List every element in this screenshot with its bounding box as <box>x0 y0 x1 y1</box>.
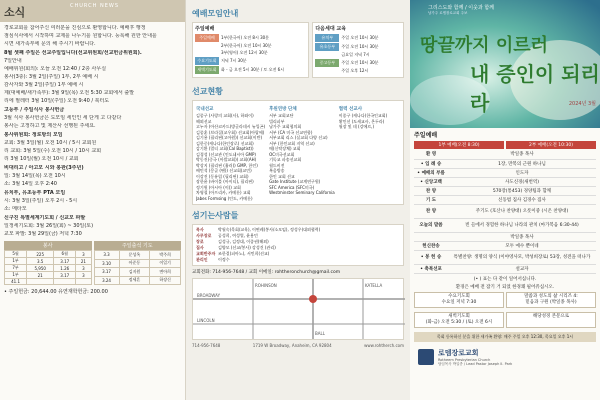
church-logo <box>410 344 600 371</box>
table-title: 주일출석 기도 <box>94 241 182 250</box>
news-item: 7일안내 <box>4 58 22 64</box>
news-item: 봉사(3층): 3월 2일(주일) 1부, 2부 예배 시 <box>4 74 99 80</box>
order-row <box>414 241 596 250</box>
education-schedule-box <box>312 22 404 78</box>
table-row <box>5 258 92 265</box>
worship-info-panel <box>186 0 410 400</box>
servant-names: 이정수 <box>218 257 230 262</box>
mission-line: Westminster Seminary California <box>269 190 335 195</box>
news-header <box>0 0 185 22</box>
footer <box>192 343 404 348</box>
order-value: 인도자 <box>448 168 596 177</box>
contact-line: 교회전화: 714-956-7648 / 교회 이메일: rohtheronchurch@gmail.com <box>192 270 341 275</box>
mission-line: 복음방송 <box>269 168 285 173</box>
cover-slogan-2: 내 증인이 되리라 <box>470 62 600 115</box>
mission-line: 빌리피부 <box>269 118 285 124</box>
servant-role: 교회반주자 <box>196 251 216 256</box>
schedule-time: 저녁 7시 30분 <box>221 58 247 63</box>
schedule-row <box>195 34 306 42</box>
mission-line: 감기환 (멀티 교회(Cal Baptist)) <box>196 146 254 151</box>
news-title-en: CHURCH NEWS <box>70 3 119 9</box>
schedule-row <box>195 43 306 49</box>
news-item: 소: 메타모 <box>4 206 27 212</box>
dawn-prayer-box: 새벽기도회 (화-금) 오전 5:30 / (토) 오전 6시 <box>414 312 504 328</box>
news-title: 소식 <box>4 6 26 19</box>
table-cell: 3.17 <box>94 268 119 277</box>
order-row <box>414 264 596 273</box>
footer-address: 1719 W Broadway, Anaheim, CA 92804 <box>252 343 332 348</box>
servants-box <box>192 224 404 266</box>
order-value: 사도신경(새번역) <box>448 177 596 186</box>
news-item: 신구진 특별세계기도회 / 신교모 파발 <box>4 215 86 221</box>
news-item: 봉사위원회: 정로방의 모임 <box>4 132 63 138</box>
servant-row <box>196 257 400 263</box>
mission-column-head: 협력 선교사 <box>338 107 363 112</box>
news-item: 유치부, 유초등부 PTA 모임 <box>4 190 66 196</box>
schedule-time: 2부(한국어) 오전 10시 30분 <box>221 43 272 48</box>
table-row <box>94 268 181 277</box>
table-cell: 3.17 <box>54 258 76 265</box>
news-item: 리 3월 10일(월) 오전 10시 / 교회 <box>4 156 79 162</box>
education-schedule-head: 다음세대 교육 <box>315 26 347 32</box>
mission-line: 해외선교 <box>196 118 212 124</box>
table-cell: 225 <box>27 251 54 258</box>
order-note-2: 환경은 예배 전 잠기 거 되었 한경쾌 필어쥬십시오. <box>455 284 555 290</box>
order-row <box>414 195 596 204</box>
schedule-row <box>315 68 401 74</box>
mission-line: Jabes Formsing (인도, 카메룬) <box>196 195 253 201</box>
order-item: 찬 양 <box>414 186 448 195</box>
table-cell: 21 <box>76 258 91 265</box>
church-location-pin <box>309 295 317 303</box>
schedule-label: 유치부 <box>315 34 339 42</box>
table-row <box>5 251 92 258</box>
schedule-time: 주일 오후 12시 <box>341 68 369 73</box>
order-value: 모두 예수 뿐이네 <box>448 241 596 250</box>
table-row <box>94 259 181 268</box>
map-label-2: ROHINSON <box>255 283 277 288</box>
newcomer-banner: 목회 등록하신 분을 위한 새가족 환영: 매주 주일 오후 12:30, 목요일 오후 1시 <box>414 332 596 342</box>
mission-column-head: 후원연방 단체 <box>269 107 297 112</box>
map-label-3: BALL <box>315 331 325 336</box>
news-item: 경로교회를 참어주신 여러분을 진심으로 환영합니다. 예배후 행정 <box>4 25 146 31</box>
news-item: 시면 새가족부에 문의 해 주시기 바랍니다. <box>4 41 96 47</box>
servant-role: 사무장로 <box>196 233 212 238</box>
order-row <box>414 150 596 159</box>
table-cell: 3 <box>76 251 91 258</box>
table-cell: 3 <box>76 272 91 279</box>
order-value: 박일종 목사 <box>448 232 596 241</box>
mission-line: 황인선 (도새교사, 온두라) <box>338 118 385 124</box>
mission-title: 선교현황 <box>192 87 223 96</box>
news-item: 시: 3월 3일(주일) 오후 2시 - 5시 <box>4 198 78 204</box>
table-cell: 21 <box>27 272 54 279</box>
servant-names: 공성희, 여성열, 윤용민 <box>218 233 258 238</box>
schedule-label: 중고등부 <box>315 59 339 67</box>
mission-line: 이종구 (캐나다(한국인교회) <box>338 113 388 118</box>
table-cell: 이일기 <box>150 259 181 268</box>
table-cell: 3.5 <box>27 258 54 265</box>
order-value: 신동범 집사 김경수 집사 <box>448 195 596 204</box>
order-row <box>414 232 596 241</box>
news-item: 감사자와 3월 2일(주일) 1부 예배 시 <box>4 82 84 88</box>
schedule-row <box>195 57 306 65</box>
table-cell: 7부 <box>5 265 27 272</box>
schedule-time: 주일 오전 10시 30분 <box>341 35 379 40</box>
mission-line: 배민석 (몽골 (팬)) 선교회(교민) <box>196 168 252 173</box>
order-value: 박일종 목사 <box>448 150 596 159</box>
mission-column <box>196 104 265 201</box>
mission-line: 박동진(중국 (아발교회)) 교회(AH) <box>196 157 257 162</box>
mission-line: 고누자 (아산코카드(방글라데시 뉴잉곤) <box>196 124 266 129</box>
news-item: 봉사는 고정하고 및 제산사 선행된 주세요. <box>4 123 96 129</box>
news-item: 3월 식사 봉사헌금은 도모임 세인인 세 단게 고 다같다 <box>4 115 122 121</box>
service-head-2: 2부 예배(오전 10:30) <box>506 141 596 149</box>
prayer-table <box>94 250 182 285</box>
table-cell: 1.26 <box>54 265 76 272</box>
footer-website[interactable]: www.rohtherch.com <box>364 343 404 348</box>
worship-order-table <box>414 150 596 274</box>
mission-box <box>192 100 404 205</box>
table-row <box>5 272 92 279</box>
mission-line: 서부 교회교단 <box>269 113 294 118</box>
order-item: • 입 례 송 <box>414 159 448 168</box>
worship-schedule-box <box>192 22 309 78</box>
news-body <box>0 22 185 298</box>
mission-line: 차영철 (아프리카, 카메룬) 교회 <box>196 190 251 195</box>
table-cell: 아준동 <box>119 259 150 268</box>
church-pastor: 담임목사 박일종 / Lead Pastor Joseph Il. Park <box>438 361 513 366</box>
mission-line: OC미국선교회 <box>269 151 295 157</box>
location-map <box>192 278 404 340</box>
mission-column-head: 국내선교 <box>196 107 214 112</box>
news-item: 교회: 3월 3일(월) 오전 10시 / 5시 교회원 <box>4 140 97 146</box>
mission-line: 정기원 (아시아 (이)) 교회 <box>196 184 241 190</box>
mission-line: Gate Institute (교계연구원) <box>269 179 321 184</box>
order-value: 설교자 <box>448 264 596 273</box>
order-value: 주기도 (호산나 찬양대) 오롯이중 (시온 찬양대) <box>448 204 596 218</box>
servant-role: 목사 <box>196 227 204 232</box>
table-row <box>94 276 181 285</box>
table-cell: 변아희 <box>150 268 181 277</box>
schedule-label: 수요기도회 <box>195 57 219 65</box>
news-item: 교모 파발: 3월 29일(금) 저녁 7:30 <box>4 231 82 237</box>
service-head-1: 1부 예배(오전 8:30) <box>414 141 504 149</box>
footer-phone: 714-956-7648 <box>192 343 221 348</box>
mission-line: 서부 (한인교회 지역 선교) <box>269 140 315 146</box>
news-item: 제(대예배/새가족부): 3월 9일(목) 오전 5:30 교회에서 출발 <box>4 90 135 96</box>
table-row <box>5 265 92 272</box>
schedule-row <box>315 59 401 67</box>
mission-line: 메(신탁장체) 교회 <box>269 146 301 151</box>
mission-line: SFC America (SFC미국) <box>269 184 315 190</box>
cover-art <box>410 0 600 128</box>
mission-line: 이강진 (동유럽 (필리핀) 교회) <box>196 173 249 179</box>
table-title: 봉사 <box>4 241 92 250</box>
schedule-time: 주일 오전 10시 30분 <box>341 60 379 65</box>
tables-header <box>4 241 181 250</box>
schedule-row <box>315 43 401 51</box>
map-label-1: LINCOLN <box>197 318 215 323</box>
news-item: 일: 3월 14일(목) 오전 10시 <box>4 173 66 179</box>
news-item: 리 교회: 3월 5일(수) 오전 10시 / 10시 교회 <box>4 148 102 154</box>
mission-line: 서부 (CA 미국 선교연합) <box>269 129 313 135</box>
mission-line: 한인 교회 선교 <box>269 173 295 179</box>
table-cell: 3.17 <box>54 272 76 279</box>
table-cell <box>76 279 91 285</box>
scripture-box: 해당성경 본문으로 <box>506 312 596 328</box>
news-item: 비대리고 / 아고모 시와 봉판(3주년) <box>4 165 84 171</box>
service-headers <box>410 141 600 149</box>
schedule-time: 금요일 저녁 7시 <box>341 52 370 57</box>
servant-names: 조한결(피아노), 서민희(선교) <box>218 251 270 256</box>
table-cell: 6월 <box>54 251 76 258</box>
cover-date: 2024년 3월 <box>568 101 596 107</box>
mission-line: 박상지 (필리핀 (흡러)) GMP, 한인) <box>196 162 258 168</box>
order-row <box>414 218 596 232</box>
worship-schedule-head: 주일예배 <box>195 26 215 32</box>
servant-role: 장로 <box>196 239 204 244</box>
order-title: 주일예배 <box>414 132 438 139</box>
table-cell: 3.24 <box>94 276 119 285</box>
order-value: 570장(통453) 경양팀과 함께 <box>448 186 596 195</box>
order-item: 환 영 <box>414 150 448 159</box>
offering-summary: • 주일헌금: 20,644.00 유연재학헌금: 200.00 <box>4 289 108 295</box>
cover-org-sub: 남가주 로뎀장로교회 주보 <box>428 11 468 15</box>
mission-line: 장한윤 (바이블 (아이티), 필리핀) <box>196 179 254 184</box>
table-cell <box>54 279 76 285</box>
order-row <box>414 177 596 186</box>
weekly-title: 예배모임안내 <box>192 9 239 18</box>
sermon-series-box: 말씀과 성도의 삶 시리즈 4: 믿음과 구원 (박일종 목사) <box>506 292 596 308</box>
schedule-label: 주일예배 <box>195 34 219 42</box>
mission-line: 월드비전 <box>269 162 285 168</box>
order-item: • 봉 헌 송 <box>414 250 448 264</box>
table-row <box>94 251 181 260</box>
table-cell: 3.10 <box>94 259 119 268</box>
news-item: 점심식사에서 시작하며 교제를 나누기를 원합니다. 등록해 원한 안내를 <box>4 33 157 39</box>
cover-slogan-1: 땅끝까지 이르러 <box>420 35 548 56</box>
servant-role: 집사 <box>196 245 204 250</box>
church-news-panel <box>0 0 186 400</box>
table-cell: 5월 <box>5 251 27 258</box>
schedule-time: 주일 오전 10시 30분 <box>341 44 379 49</box>
table-cell: 41.1 <box>5 279 27 285</box>
table-cell: 5,950 <box>27 265 54 272</box>
church-logo-icon <box>418 349 434 365</box>
news-item: 일정세기도회: 3월 26일(회) ~ 30일(토) <box>4 223 94 229</box>
news-item: 8월 셋째 주일은 선교주일입니다(선교위원회/선교헌금위원회). <box>4 50 142 56</box>
schedule-row <box>315 34 401 42</box>
servant-names: 박월숙(목회/교육), 이면레(봉사/소모임), 정성우(대외협력) <box>218 227 321 232</box>
order-row <box>414 168 596 177</box>
servant-role: 관리인 <box>196 257 208 262</box>
schedule-time: 3부(영어) 오전 12시 30분 <box>221 50 268 55</box>
schedule-row <box>315 52 401 58</box>
weekly-schedule <box>192 22 404 78</box>
schedule-row <box>195 66 306 74</box>
table-cell: 문성옥 <box>119 251 150 260</box>
mission-line: 김경성 (선교관 (인도네시아 GMP) <box>196 151 256 157</box>
wed-prayer-box: 수요기도회 수요일 저녁 7:30 <box>414 292 504 308</box>
cover-org: 그리스도와 함께 / 이웃과 함께 <box>428 5 495 11</box>
order-item: 오늘의 말씀 <box>414 218 448 232</box>
order-row <box>414 250 596 264</box>
church-name: 로뎀장로교회 <box>438 348 479 357</box>
bulletin-cover-panel <box>410 0 600 400</box>
order-row <box>414 159 596 168</box>
table-cell: 1부 <box>5 272 27 279</box>
order-value: 1장, 만복의 근원 하나님 <box>448 159 596 168</box>
info-boxes-row-2 <box>410 310 600 330</box>
mission-line: 김기용 (필리핀(고아원)) 선교회(이반) <box>196 135 263 140</box>
news-item: 예배위원(회의): 오늘 오전 12:40 / 2층 사무실 <box>4 66 107 72</box>
mission-line: 김종훈 (브라질(교우회) 선교회(아랍에) <box>196 129 265 135</box>
order-row <box>414 204 596 218</box>
order-note: (• ) 표는 다 같이 일어서십니다. <box>473 276 537 282</box>
mission-line: 서부교회 리스 (실교회 다양 선교) <box>269 135 328 140</box>
mission-line: 남가주 교회협의회 <box>269 124 302 129</box>
order-value: 특별찬양: 생명의 양식 (이야영사모, 박성희장로) 53장, 성전을 떠나가 <box>448 250 596 264</box>
schedule-row <box>195 50 306 56</box>
order-value: 빈 들에서 경험한 하나님 나라의 관치 (마가복음 6:30-44) <box>448 218 596 232</box>
servant-names: 김성규, 김정대, 이종권(해외) <box>218 239 269 244</box>
schedule-label: 새벽기도회 <box>195 66 219 74</box>
schedule-label: 유초등부 <box>315 43 339 51</box>
offering-table <box>4 250 92 285</box>
mission-line: 김종구 (사랑의 교회(사), 하와이) <box>196 113 254 118</box>
news-item: 리에 필레터 3월 10일(주일) 오전 9:40 / 북터도 <box>4 98 110 104</box>
table-cell: 김지원 <box>119 268 150 277</box>
mission-line: 기독교 파송선교회 <box>269 157 302 162</box>
schedule-time: 화 - 금 오전 5시 30분 / 토 오전 6시 <box>221 67 285 72</box>
servant-names: 김양모 (선교/봉사) 강성건 (관리) <box>218 245 276 250</box>
news-item: 고등부 / 주일식사 봉사헌금 <box>4 107 65 113</box>
mission-line: 김한중(캐나다(한인장로) 선교회) <box>196 140 254 146</box>
table-row <box>5 279 92 285</box>
order-item: 헌신찬송 <box>414 241 448 250</box>
table-cell: 3 <box>76 265 91 272</box>
order-item: 찬 양 <box>414 204 448 218</box>
mission-line: 월장 및 데 (강에르,) <box>338 124 375 129</box>
order-item: • 예배의 부름 <box>414 168 448 177</box>
order-item: • 축복선포 <box>414 264 448 273</box>
map-label-0: BROADWAY <box>197 293 221 298</box>
table-cell: 1부 <box>5 258 27 265</box>
table-cell: 정세흔 <box>119 276 150 285</box>
mission-column <box>269 104 335 201</box>
order-row <box>414 186 596 195</box>
stats-tables <box>4 250 181 285</box>
schedule-time: 1부(한국어) 오전 8시 30분 <box>221 35 270 40</box>
servants-title: 섬기는사람들 <box>192 211 239 220</box>
table-cell: 박주희 <box>150 251 181 260</box>
table-cell: 3.3 <box>94 251 119 260</box>
church-name-en: Rotheem Presbyterian Church <box>438 357 491 362</box>
order-item: • 신앙고백 <box>414 177 448 186</box>
order-item: 기 도 <box>414 195 448 204</box>
map-graphic <box>193 279 405 339</box>
table-cell <box>27 279 54 285</box>
info-boxes-row-1 <box>410 290 600 310</box>
map-label-4: KATELLA <box>365 283 383 288</box>
news-item: 소: 3월 14일 오후 2:40 <box>4 181 57 187</box>
order-item <box>414 232 448 241</box>
table-cell: 하장신 <box>150 276 181 285</box>
mission-column <box>339 104 400 201</box>
